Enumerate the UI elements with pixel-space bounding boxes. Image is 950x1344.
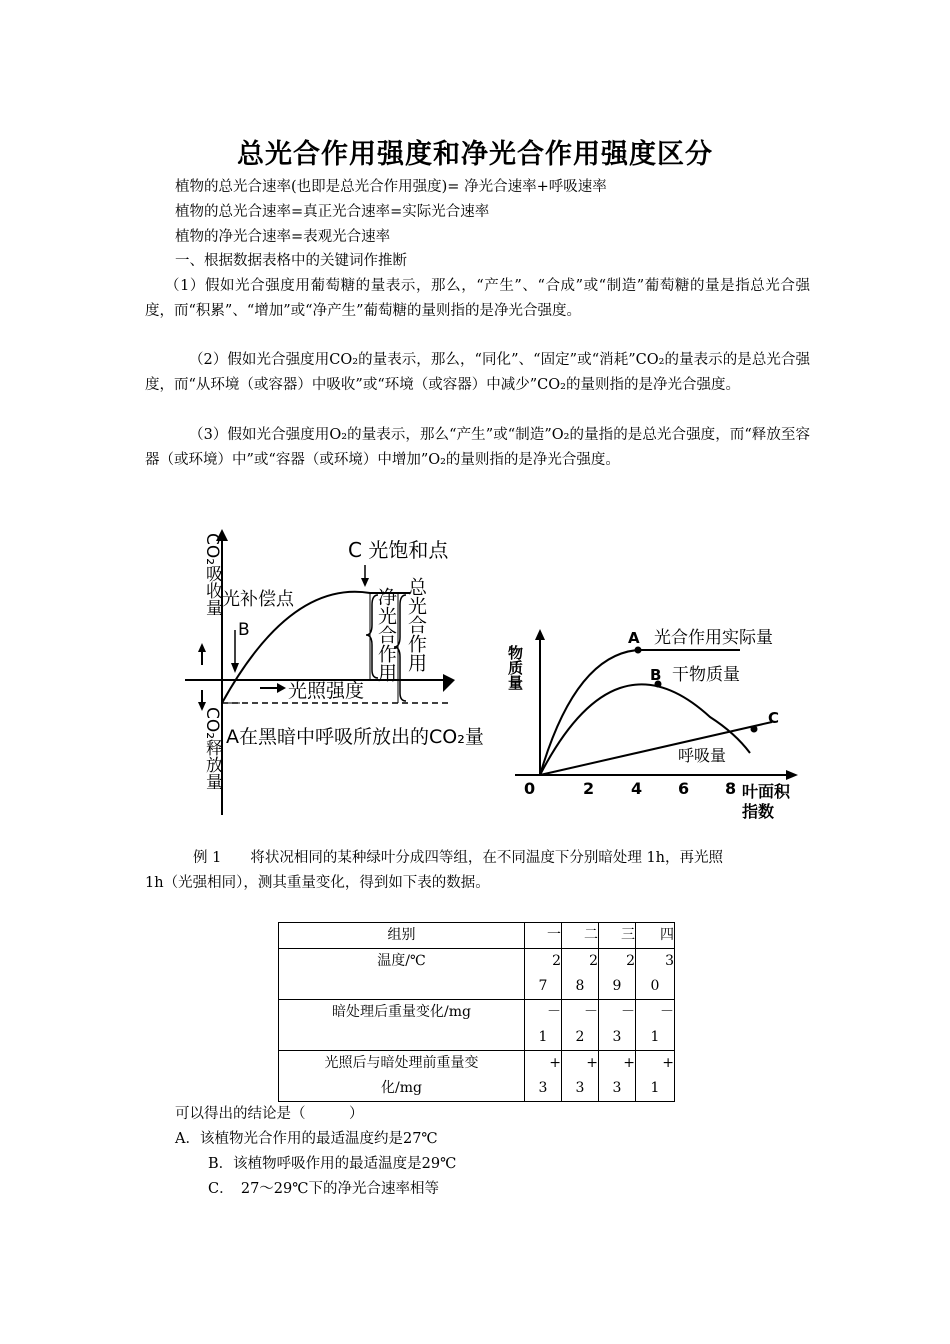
x-tick-8: 8 [725,779,737,798]
point-a [635,647,642,654]
table-cell: 二 [562,923,599,949]
table-row [279,1051,675,1102]
table-cell: － [621,1004,635,1020]
b-label: B [238,620,250,640]
table-cell: + [586,1055,598,1071]
x-tick-4: 4 [631,779,643,798]
row-label: 光照后与暗处理前重量变 [324,1055,479,1071]
x-tick-2: 2 [583,779,595,798]
x-tick-0: 0 [524,779,536,798]
example-line-1: 例 1 将状况相同的某种绿叶分成四等组，在不同温度下分别暗处理 1h，再光照 [193,850,724,866]
x-tick-6: 6 [678,779,690,798]
table-cell: 3 [538,1080,548,1096]
x-axis-label: 光照强度 [288,680,365,702]
paragraph-o2: （3）假如光合强度用O₂的量表示，那么“产生”或“制造”O₂的量指的是总光合强度，而“释放至容器（或环境）中”或“容器（或环境）中增加”O₂的量则指的是净光合强度。 [145,427,810,468]
table-row [279,949,675,1000]
compensation-label: 光补偿点 [222,589,294,610]
table-cell: 9 [612,978,622,994]
table-cell: 3 [612,1029,622,1045]
curve-b-text: 干物质量 [672,665,740,685]
table-cell: + [623,1055,635,1071]
table-cell: 2 [589,953,598,969]
table-row [279,923,675,949]
data-table [278,922,675,1102]
option-c: C． 27～29℃下的净光合速率相等 [208,1181,439,1197]
paragraph-glucose: （1）假如光合强度用葡萄糖的量表示，那么，“产生”、“合成”或“制造”葡萄糖的量是指总光合强度，而“积累”、“增加”或“净产生”葡萄糖的量则指的是净光合强度。 [145,278,810,319]
y-axis-down-label: CO₂释放量 [202,707,222,791]
curve-a-label: A [628,629,640,647]
table-cell: 1 [538,1029,548,1045]
x-axis-label-line2: 指数 [742,802,775,821]
option-b: B．该植物呼吸作用的最适温度是29℃ [208,1156,457,1172]
table-cell: 1 [650,1080,660,1096]
row-label: 温度/℃ [279,949,525,1000]
definition-line: 植物的净光合速率=表观光合速率 [175,229,391,245]
c-label: C 光饱和点 [348,538,449,562]
y-axis-up-label: CO₂吸收量 [202,533,222,617]
point-c [751,726,758,733]
table-row [279,1000,675,1051]
table-cell: 7 [538,978,548,994]
page-title: 总光合作用强度和净光合作用强度区分 [237,139,713,170]
table-cell: + [549,1055,561,1071]
table-cell: 2 [552,953,561,969]
table-cell: － [660,1004,674,1020]
a-label: A在黑暗中呼吸所放出的CO₂量 [226,726,484,748]
question-line: 可以得出的结论是（ ） [175,1106,364,1122]
row-label: 化/mg [381,1080,422,1096]
table-cell: 8 [575,978,585,994]
table-cell: + [662,1055,674,1071]
respiration-label: 呼吸量 [678,746,727,765]
definition-line: 植物的总光合速率(也即是总光合作用强度)= 净光合速率+呼吸速率 [175,179,607,195]
section-heading: 一、根据数据表格中的关键词作推断 [175,253,407,269]
table-cell: 2 [575,1029,585,1045]
example-line-2: 1h（光强相同），测其重量变化，得到如下表的数据。 [145,875,490,891]
table-cell: 1 [650,1029,660,1045]
curve-b-label: B [650,666,662,684]
curve-c-label: C [768,709,780,727]
table-cell: 3 [612,1080,622,1096]
row-label: 暗处理后重量变化/mg [279,1000,525,1051]
option-a: A．该植物光合作用的最适温度约是27℃ [175,1131,438,1147]
table-cell: 3 [575,1080,585,1096]
leaf-area-chart [506,625,810,825]
gross-photosynthesis-label: 总光合作用 [405,577,427,672]
paragraph-co2: （2）假如光合强度用CO₂的量表示，那么，“同化”、“固定”或“消耗”CO₂的量表示的是总光合强度，而“从环境（或容器）中吸收”或“环境（或容器）中减少”CO₂的量则指的是净光合强度。 [145,352,810,393]
table-cell: 0 [650,978,660,994]
table-cell: 2 [626,953,635,969]
definition-line: 植物的总光合速率=真正光合速率=实际光合速率 [175,204,490,220]
table-cell: － [547,1004,561,1020]
table-cell: 3 [665,953,674,969]
table-cell: 一 [525,923,562,949]
row-label: 组别 [279,923,525,949]
table-cell: 四 [636,923,675,949]
table-cell: 三 [599,923,636,949]
y-axis-label: 物质量 [506,645,524,690]
table-cell: － [584,1004,598,1020]
x-axis-label-line1: 叶面积 [742,782,791,801]
light-response-diagram [180,525,515,820]
curve-a-text: 光合作用实际量 [654,628,773,648]
net-photosynthesis-label: 净光合作用 [375,587,397,682]
